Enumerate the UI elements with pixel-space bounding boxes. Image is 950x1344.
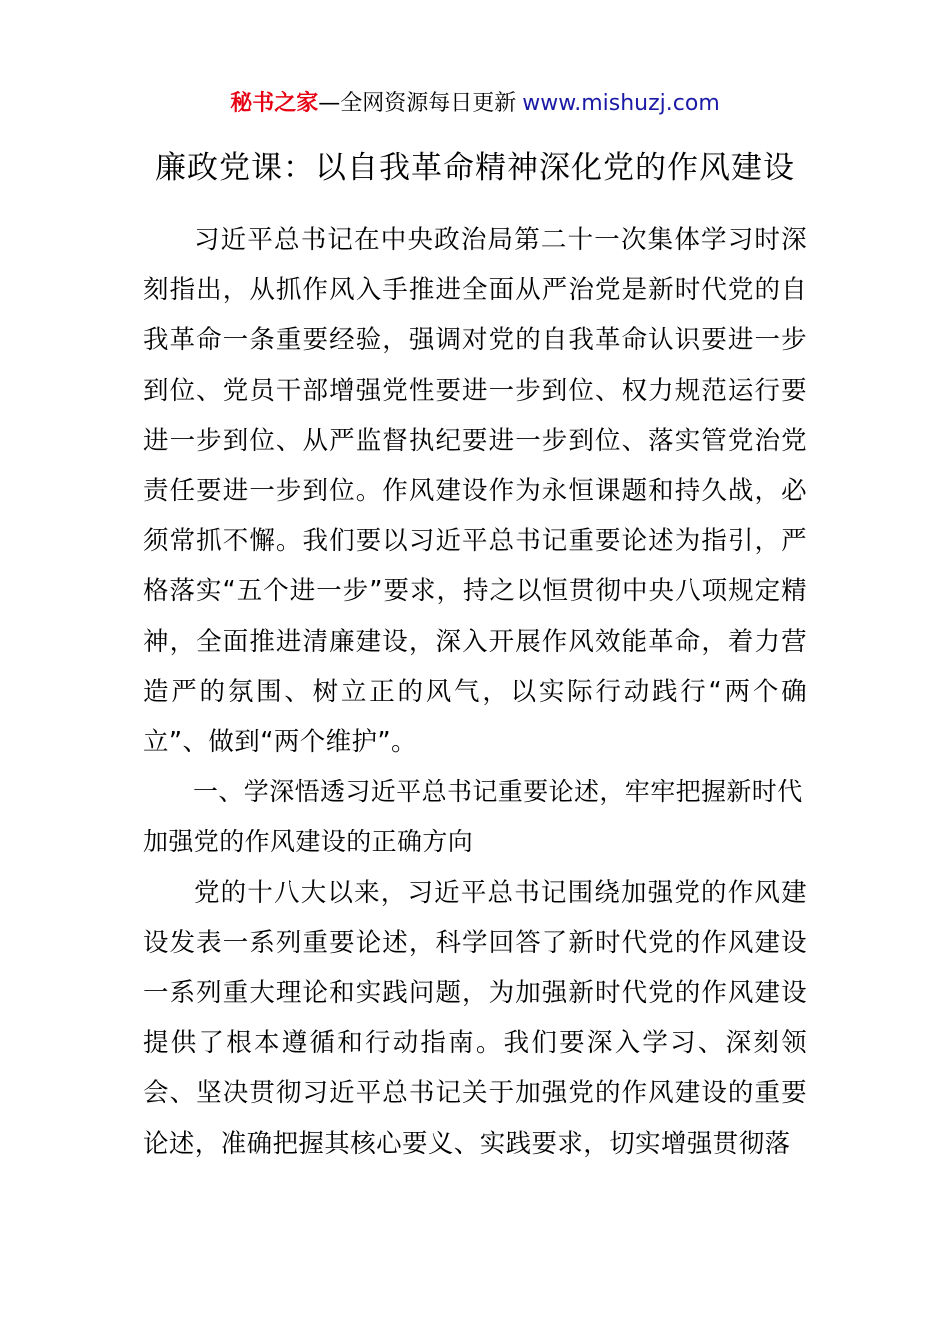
section-1-paragraph: 党的十八大以来，习近平总书记围绕加强党的作风建设发表一系列重要论述，科学回答了新时代党的作风建设一系列重大理论和实践问题，为加强新时代党的作风建设提供了根本遵循和行动指南。我们要深入学习、深刻领会、坚决贯彻习近平总书记关于加强党的作风建设的重要论述，准确把握其核心要义、实践要求，切实增强贯彻落 <box>143 877 807 1159</box>
document-title: 廉政党课：以自我革命精神深化党的作风建设 <box>155 150 795 186</box>
section-heading-1: 一、学深悟透习近平总书记重要论述，牢牢把握新时代加强党的作风建设的正确方向 <box>143 777 803 857</box>
site-name: 秘书之家 <box>230 91 319 116</box>
intro-paragraph: 习近平总书记在中央政治局第二十一次集体学习时深刻指出，从抓作风入手推进全面从严治党是新时代党的自我革命一条重要经验，强调对党的自我革命认识要进一步到位、党员干部增强党性要进一步到位、权力规范运行要进一步到位、从严监督执纪要进一步到位、落实管党治党责任要进一步到位。作风建设作为永恒课题和持久战，必须常抓不懈。我们要以习近平总书记重要论述为指引，严格落实“五个进一步”要求，持之以恒贯彻中央八项规定精神，全面推进清廉建设，深入开展作风效能革命，着力营造严的氛围、树立正的风气，以实际行动践行“两个确立”、做到“两个维护”。 <box>143 225 807 758</box>
site-url-link[interactable]: www.mishuzj.com <box>522 91 720 116</box>
document-body <box>143 215 807 1169</box>
site-header <box>0 88 950 120</box>
site-tagline: —全网资源每日更新 <box>318 91 517 116</box>
